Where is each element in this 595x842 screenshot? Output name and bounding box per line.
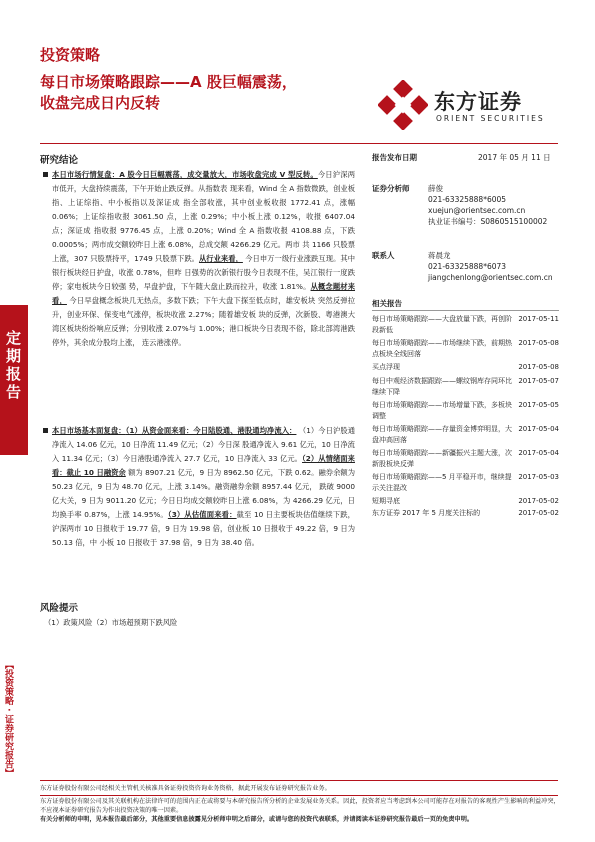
footer-line-2: 东方证券股份有限公司及其关联机构在法律许可的范围内正在或将要与本研究报告所分析的企业发展业务关系。因此，投资者应当考虑到本公司可能存在对报告的客观性产生影响的利益冲突，不应视本证券研究报告为作出投资决策的唯一因素。 <box>40 798 560 814</box>
p2-line: 额为 8907.21 亿元，9 日为 8962.50 亿元，下跌 0.62。融券余额为 50.23 <box>52 468 355 491</box>
contact-label: 联系人 <box>372 251 395 260</box>
risk-text: （1）政策风险（2）市场超预期下跌风险 <box>44 618 178 627</box>
p1-sector-line: 势，早盘护盘，下午随大盘止跌而拉升，收涨 1.81%。 <box>128 282 311 291</box>
p1-concept-line: 1.00%；港口板块今日表现不俗，除北部湾港跌停外，其余成分股均上涨， <box>52 324 356 347</box>
date-label: 报告发布日期 <box>372 153 417 162</box>
research-heading: 研究结论 <box>40 155 79 166</box>
p2-line: 跌破 9000 亿大关，9 日为 9011.20 亿元；今日日均成交额较昨日上涨 <box>52 482 355 505</box>
header-divider <box>40 143 558 144</box>
analyst-label: 证券分析师 <box>372 184 410 193</box>
page-title <box>40 72 370 114</box>
p2-line: 倍，9 日为 19.98 倍，创业板 10 日报收于 49.22 倍，9 日为 50.13 倍，中 <box>52 524 355 547</box>
p2-line: （2）从情绪面来看：截止 10 日融资余 <box>52 454 355 477</box>
footer-disclaimer <box>40 784 560 824</box>
company-logo <box>378 80 553 130</box>
p2-line: （3）从估值面来看： <box>167 510 237 519</box>
footer-divider <box>40 780 558 781</box>
footer-line-3: 有关分析师的申明，见本报告最后部分，其他重要信息披露见分析师申明之后部分，或请与您的投资代表联系，并请阅读本证券研究报告最后一页的免责申明。 <box>40 816 474 823</box>
p2-line: 6.08%，为 4266.29 亿元，日均换手率 0.87%，上涨 14.95%。 <box>52 496 355 519</box>
p1-sector-line: 日强势的次新银行股今日表现不佳，吴江银行一度跌停；家电板块今日较强 <box>52 268 356 291</box>
analyst-cert: 执业证书编号：S0860515100002 <box>428 217 548 226</box>
fundamentals-paragraph <box>52 424 355 550</box>
contact-name: 蒋晨龙 <box>428 251 451 260</box>
analyst-email[interactable]: xuejun@orientsec.com.cn <box>428 206 526 215</box>
fundamentals-lead: 本日市场基本面复盘： <box>52 426 126 435</box>
report-type: 投资策略 <box>40 46 101 64</box>
p1-line: 指收报 9776.45 点，上涨 0.20%；Wind 全 A 指数收报 4108.88 点，下跌 <box>93 226 355 235</box>
p2-line: 27.7 亿元，10 日净流入 33 亿元。 <box>184 454 303 463</box>
related-label: 相关报告 <box>372 299 402 308</box>
risk-heading: 风险提示 <box>40 603 79 614</box>
p1-line: 共 1166 只股票上涨，307 只股票持平，1749 只股票下跌。 <box>52 240 355 263</box>
footer-divider-2 <box>40 795 558 796</box>
p1-line: 今日沪深两市低开，大盘持续震荡，下午开始止跌反弹。从指数表 <box>52 170 355 193</box>
p1-line: 指全部收涨，其中创业板收报 1772.41 点，涨幅 0.06%；上证综指收报 <box>52 198 356 221</box>
title-line-1: 每日市场策略跟踪——A 股巨幅震荡， <box>40 73 297 91</box>
p2-line: （1）从资金面来看：今日陆股通、港股通均净流入： <box>125 426 297 435</box>
bullet-icon <box>43 428 48 433</box>
p2-line: （1）今日沪股通净流入 14.06 亿元，10 日净流 11.49 亿元；（2）今日深 <box>52 426 355 449</box>
p2-line: 股通净流入 9.61 亿元，10 日净流入 11.34 亿元；（3）今日港股通净流入 <box>52 440 355 463</box>
p1-line: 0.0005%；两市成交额较昨日上涨 6.08%，总成交额 4266.29 亿元。两市 <box>52 240 300 249</box>
p1-line: 3061.50 点，上涨 0.29%；中小板上涨 0.12%，收报 6407.04 点；深证成 <box>52 212 355 235</box>
title-line-2: 收盘完成日内反转 <box>40 94 161 112</box>
market-review-paragraph <box>52 168 355 350</box>
logo-mark-icon <box>378 80 428 130</box>
p1-concept-line: 连云港涨停。 <box>141 338 186 347</box>
p2-line: 截至 10 日主要板块估值继续下跌，沪深两市 10 日报收于 19.77 <box>52 510 355 533</box>
market-review-lead: 本日市场行情复盘：A 股今日巨幅震荡，成交量放大，市场收盘完成 V 型反转。 <box>52 170 318 179</box>
p1-sector-line: 今日申万一级行业涨跌互现。其中银行板块经日护盘，收涨 0.78%，但昨 <box>52 254 355 277</box>
p1-line: 现来看，Wind 全 A 指数微跌，创业板指、上证综指、中小板指以及深证成 <box>52 184 355 207</box>
p1-concept-line: 块的反弹，次新股、粤港澳大湾区板块纷纷响应反弹；分别收涨 2.07%与 <box>52 310 356 333</box>
contact-phone: 021-63325888*6073 <box>428 262 507 271</box>
related-divider <box>372 310 559 311</box>
logo-text-en: ORIENT SECURITIES <box>436 114 545 123</box>
p1-concept-line: 今日早盘概念板块几无热点，多数下跌；下午大盘下探至低点时，雄安板块 <box>69 296 316 305</box>
related-reports-list: 每日市场策略跟踪——大盘放量下跌，再创阶段新低 2017-05-11 每日市场策略跟踪——市场继续下跌，前期热点板块全线回落 2017-05-08 买点浮现 2017-05-08 每日中观经济数据跟踪——螺纹钢库存同环比继续下降 2017-05-07 每日市场策略跟踪——市场增量下跌，多板块调整 2017-05-05 每日市场策略跟踪——存量资金博弈明显，大盘冲高回落 2017-05-04 每日市场策略跟踪——新疆振兴主题大涨，次新股板块反弹 2017-05-04 每日市场策略跟踪——5 月平稳开市，继续提示关注混改 2017-05-03 短期寻底 2017-05-02 东方证券 2017 年 5 月度关注标的 2017-05-02 <box>372 315 559 517</box>
bullet-icon <box>43 172 48 177</box>
report-category-label: 定期报告 <box>4 330 22 402</box>
side-vertical-label: 【投资策略 · 证券研究报告】 <box>3 660 13 778</box>
analyst-info <box>428 183 568 227</box>
p1-concept-line: 突然反弹拉升，创业环保、保变电气涨停，板块收涨 2.27%；随着雄安板 <box>52 296 356 319</box>
p2-line: 小板 10 日报收于 37.98 倍，9 日为 38.40 倍。 <box>99 538 259 547</box>
p2-line: 亿元，9 日为 48.70 亿元，上涨 3.14%。融资融券余额 8957.44 亿元， <box>75 482 317 491</box>
concept-label: 从概念题材来看， <box>52 282 356 305</box>
sector-label: 从行业来看， <box>198 254 243 263</box>
contact-email[interactable]: jiangchenlong@orientsec.com.cn <box>428 273 553 282</box>
logo-text-cn: 东方证券 <box>434 90 522 114</box>
date-value: 2017 年 05 月 11 日 <box>478 153 551 162</box>
analyst-phone: 021-63325888*6005 <box>428 195 507 204</box>
contact-info <box>428 250 568 283</box>
analyst-name: 薛俊 <box>428 184 443 193</box>
footer-line-1: 东方证券股份有限公司经相关主管机关核准具备证券投资咨询业务资格，据此开展发布证券研究报告业务。 <box>40 785 331 792</box>
